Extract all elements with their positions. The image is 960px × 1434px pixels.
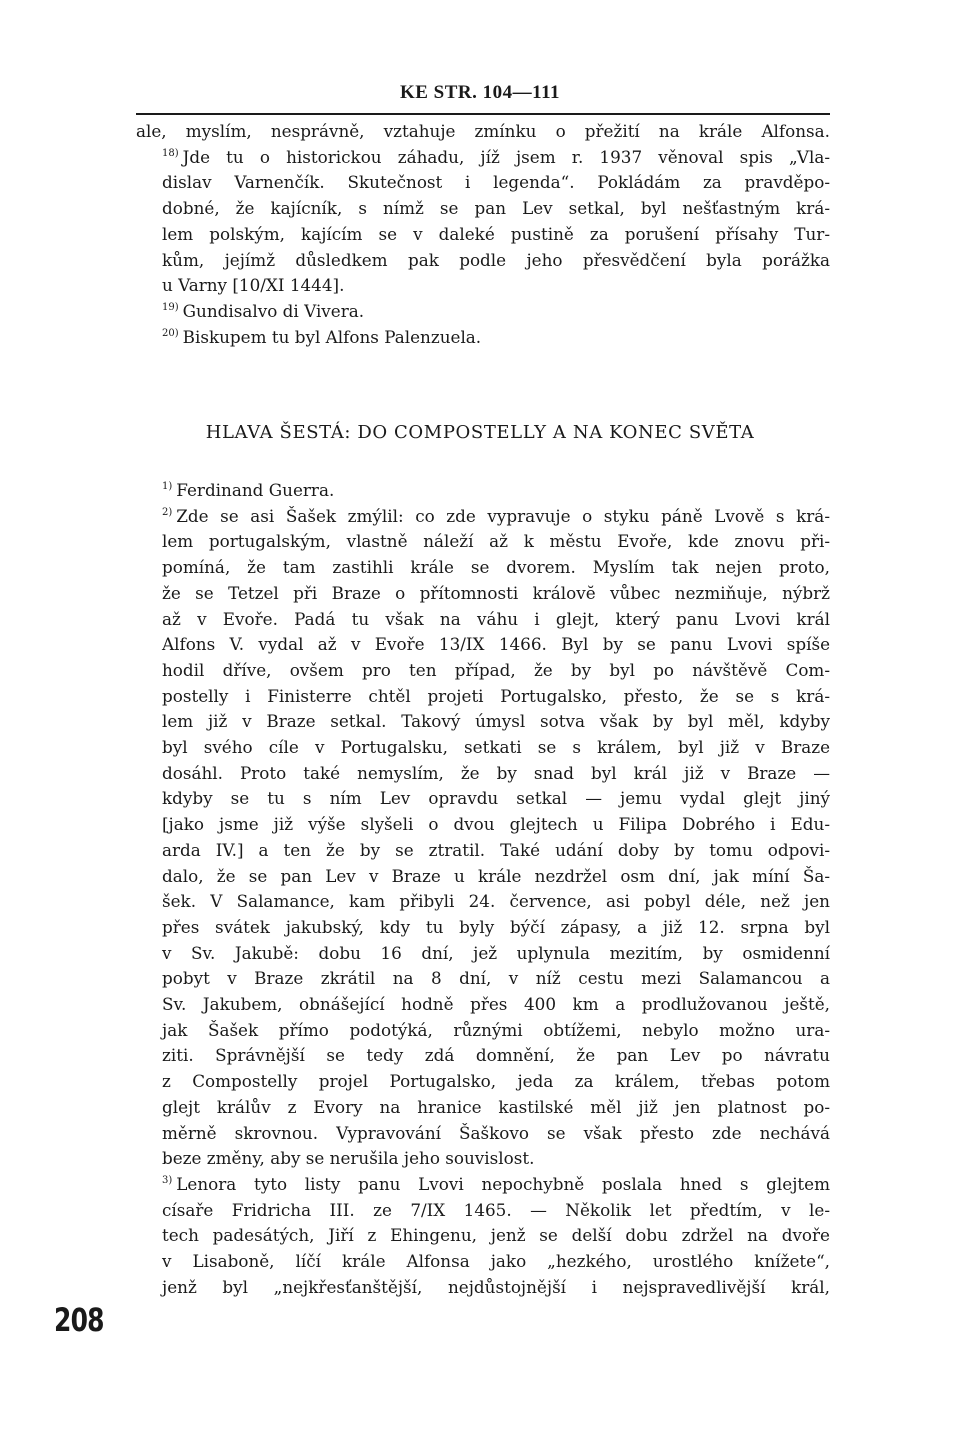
footnote-line: dalo, že se pan Lev v Braze u krále nezdržel osm dní, jak míní Ša- (162, 865, 830, 886)
page-number: 208 (54, 1301, 104, 1339)
footnote-mark: 3) (162, 1174, 173, 1186)
footnote-line: přes svátek jakubský, kdy tu byly býčí zápasy, a již 12. srpna byl (162, 916, 830, 937)
footnote-line: jenž byl „nejkřesťanštější, nejdůstojnější i nejspravedlivější král, (162, 1276, 830, 1297)
footnote-mark: 19) (162, 301, 179, 313)
footnote-line: dislav Varnenčík. Skutečnost i legenda“. Pokládám za pravděpo- (162, 172, 830, 193)
footnote-line: pobyt v Braze zkrátil na 8 dní, v níž cestu mezi Salamancou a (162, 968, 830, 989)
footnote-line: měrně skrovnou. Vypravování Šaškovo se však přesto zde nechává (162, 1122, 830, 1143)
footnote-3 (136, 1172, 830, 1301)
footnote-line: $^{3)}$ Lenora tyto listy panu Lvovi nepochybně poslala hned s glejtem (162, 1173, 830, 1194)
footnote-2 (136, 504, 830, 1172)
footnote-line: lem portugalským, vlastně náleží až k městu Evoře, kde znovu při- (162, 531, 830, 552)
footnote-line: že se Tetzel při Braze o přítomnosti královĕ vůbec nezmiňuje, nýbrž (162, 582, 830, 603)
running-head: KE STR. 104—111 (399, 82, 561, 103)
footnote-line: v Sv. Jakubě: dobu 16 dní, jež uplynula mezitím, by osmidenní (162, 942, 830, 963)
footnote-line: v Lisaboně, líčí krále Alfonsa jako „hezkého, urostlého knížete“, (162, 1251, 830, 1272)
footnote-line: tech padesátých, Jiří z Ehingenu, jenž se delší dobu zdržel na dvoře (162, 1225, 830, 1246)
footnote-line: [jako jsme již výše slyšeli o dvou glejtech u Filipa Dobrého i Edu- (162, 814, 830, 835)
footnote-20 (136, 325, 830, 351)
footnote-line: Alfons V. vydal až v Evoře 13/IX 1466. Byl by se panu Lvovi spíše (162, 634, 830, 655)
footnote-line: $^{2)}$ Zde se asi Šašek zmýlil: co zde vypravuje o styku páně Lvově s krá- (162, 505, 830, 526)
footnote-line: až v Evoře. Padá tu však na váhu i glejt, který panu Lvovi král (162, 608, 830, 629)
chapter-heading: HLAVA ŠESTÁ: DO COMPOSTELLY A NA KONEC SVĚTA (205, 422, 755, 443)
footnote-mark: 18) (162, 147, 179, 159)
footnote-line: beze změny, aby se nerušila jeho souvislost. (162, 1148, 535, 1169)
footnote-line: dosáhl. Proto také nemyslím, že by snad byl král již v Braze — (162, 762, 830, 783)
footnote-line: Sv. Jakubem, obnášející hodně přes 400 km a prodlužovanou ještě, (162, 994, 830, 1015)
footnote-line: hodil dříve, ovšem pro ten případ, že by byl po návštěvě Com- (162, 659, 830, 680)
footnote-line: kdyby se tu s ním Lev opravdu setkal — jemu vydal glejt jiný (162, 788, 830, 809)
footnote-line: ziti. Správnější se tedy zdá domnění, že pan Lev po návratu (162, 1045, 830, 1066)
footnote-line: lem již v Braze setkal. Takový úmysl sotva však by byl měl, kdyby (162, 711, 830, 732)
footnote-line: z Compostelly projel Portugalsko, jeda za králem, třebas potom (162, 1071, 830, 1092)
footnote-line: císaře Fridricha III. ze 7/IX 1465. — Několik let předtím, v le- (162, 1199, 830, 1220)
footnotes-previous-chapter (136, 119, 830, 350)
footnote-line: arda IV.] a ten že by se ztratil. Také udání doby by tomu odpovi- (162, 839, 830, 860)
footnote-line: u Varny [10/XI 1444]. (162, 275, 345, 296)
footnote-line: dobné, že kajícník, s nímž se pan Lev setkal, byl nešťastným krá- (162, 198, 830, 219)
footnote-line: pomíná, že tam zastihli krále se dvorem. Myslím tak nejen proto, (162, 557, 830, 578)
footnote-line: $^{20)}$ Biskupem tu byl Alfons Palenzuela. (162, 326, 482, 347)
footnote-line: $^{1)}$ Ferdinand Guerra. (162, 480, 335, 500)
footnote-line: postelly i Finisterre chtěl projeti Portugalsko, přesto, že se s krá- (162, 685, 830, 706)
footnote-line: šek. V Salamance, kam přibyli 24. července, asi pobyl déle, než jen (162, 891, 830, 912)
footnote-mark: 1) (162, 481, 173, 492)
footnote-18 (136, 145, 830, 299)
footnote-line: byl svého cíle v Portugalsku, setkati se s králem, byl již v Braze (162, 737, 830, 758)
footnote-line: kům, jejímž důsledkem pak podle jeho přesvědčení byla porážka (162, 249, 830, 270)
footnote-1 (136, 478, 830, 504)
footnote-line: $^{19)}$ Gundisalvo di Vivera. (162, 300, 365, 321)
footnote-line: glejt králův z Evory na hranice kastilské měl již jen platnost po- (162, 1096, 830, 1117)
footnote-19 (136, 299, 830, 325)
footnotes-chapter-six (136, 478, 830, 1301)
footnote-line: $^{18)}$ Jde tu o historickou záhadu, jíž jsem r. 1937 věnoval spis „Vla- (162, 146, 830, 167)
footnote-line: lem polským, kajícím se v daleké pustině za porušení přísahy Tur- (162, 223, 830, 244)
header-rule (136, 113, 830, 115)
footnote-mark: 20) (162, 327, 179, 339)
footnote-continuation-line: ale, myslím, nesprávně, vztahuje zmínku o přežití na krále Alfonsa. (136, 121, 830, 141)
footnote-line: jak Šašek přímo podotýká, různými obtížemi, nebylo možno ura- (162, 1019, 830, 1040)
footnote-mark: 2) (162, 506, 173, 518)
